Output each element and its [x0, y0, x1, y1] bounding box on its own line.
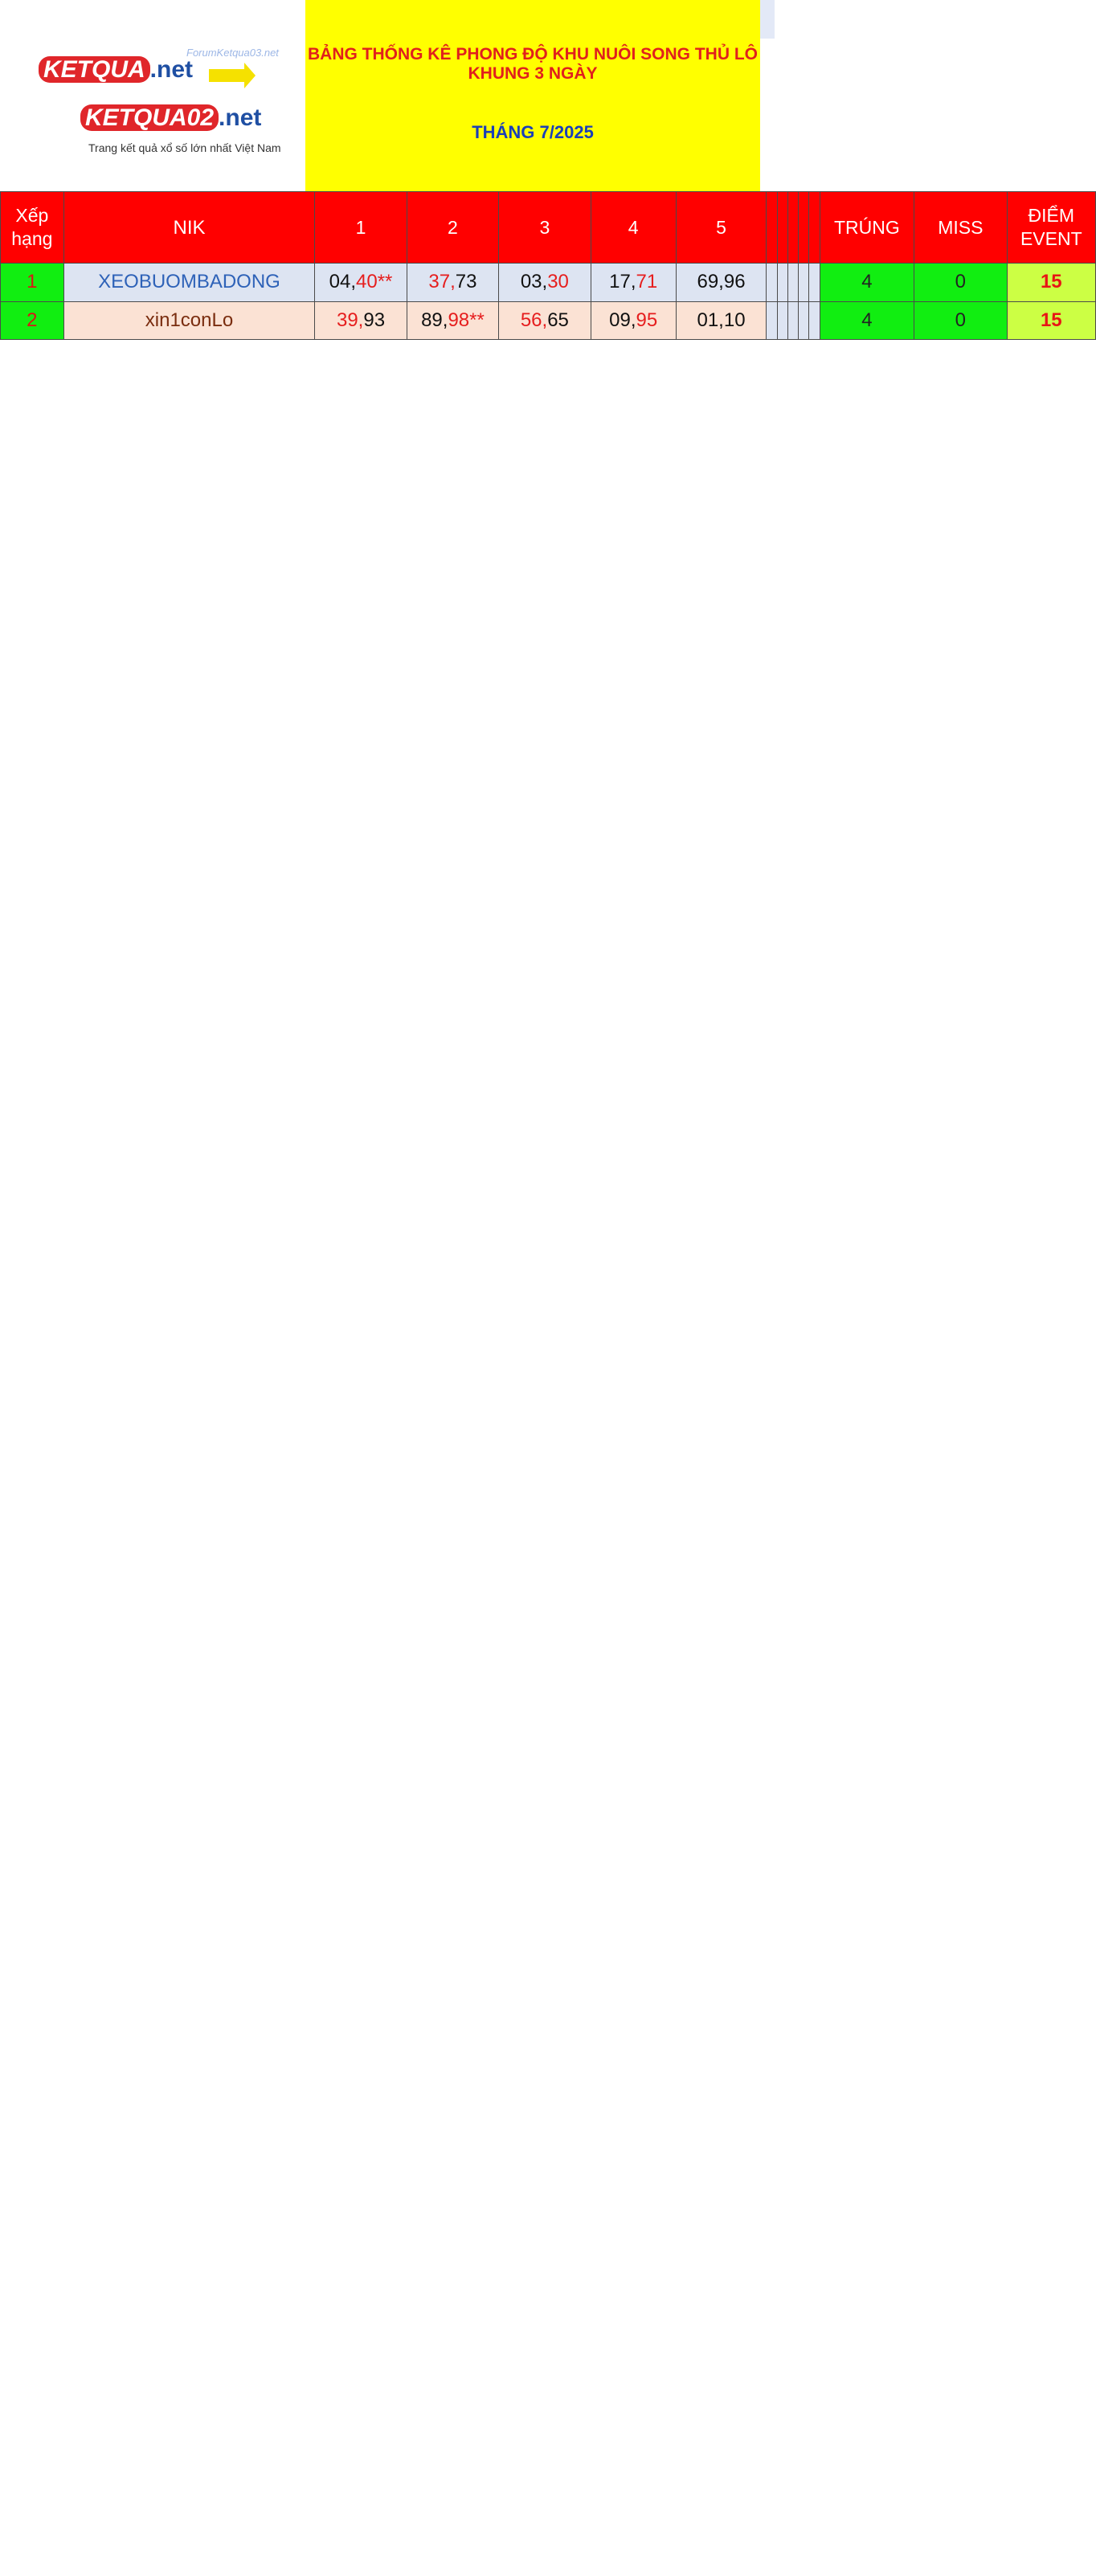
- col-hits[interactable]: TRÚNG: [820, 192, 914, 264]
- pick-number: 01,10: [697, 309, 746, 331]
- col-day-5[interactable]: 5: [676, 192, 766, 264]
- pick-number: 03,: [520, 271, 548, 293]
- miss-cell: 0: [914, 264, 1007, 302]
- spacer-cell: [799, 264, 809, 302]
- hits-cell: 4: [820, 264, 914, 302]
- spacer-cell: [767, 301, 777, 340]
- col-day-4[interactable]: 4: [591, 192, 676, 264]
- event-points-cell: 15: [1007, 301, 1095, 340]
- col-miss[interactable]: MISS: [914, 192, 1007, 264]
- pick-number: 37,: [428, 271, 456, 293]
- spacer-cell: [777, 301, 787, 340]
- miss-cell: 0: [914, 301, 1007, 340]
- col-nik[interactable]: NIK: [63, 192, 315, 264]
- pick-number: 39,: [336, 309, 364, 331]
- pick-number: 69,96: [697, 271, 746, 293]
- col-spacer: [809, 192, 820, 264]
- sheet-title: BẢNG THỐNG KÊ PHONG ĐỘ KHU NUÔI SONG THỦ LÔ KHUNG 3 NGÀY: [307, 45, 758, 83]
- day-3-cell: [499, 264, 591, 302]
- logo-slogan: Trang kết quả xổ số lớn nhất Việt Nam: [88, 141, 281, 154]
- title-box: [305, 0, 760, 191]
- day-3-cell: [499, 301, 591, 340]
- spacer-cell: [809, 264, 820, 302]
- day-1-cell: [315, 264, 407, 302]
- spacer-cell: [777, 264, 787, 302]
- forum-link[interactable]: ForumKetqua03.net: [186, 47, 279, 59]
- col-day-3[interactable]: 3: [499, 192, 591, 264]
- spacer-cell: [809, 301, 820, 340]
- pick-number: 65: [547, 309, 569, 331]
- pick-number: 09,: [609, 309, 636, 331]
- col-rank[interactable]: Xếp hạng: [1, 192, 64, 264]
- spacer-cell: [787, 301, 798, 340]
- pick-number: 73: [455, 271, 477, 293]
- pick-number: 17,: [609, 271, 636, 293]
- table-row: [1, 264, 1096, 302]
- table-body: [1, 264, 1096, 340]
- pick-number: 71: [636, 271, 658, 293]
- col-spacer: [767, 192, 777, 264]
- day-5-cell: [676, 301, 766, 340]
- brand-logo-1: KETQUA .net: [39, 56, 193, 84]
- table-row: [1, 301, 1096, 340]
- col-day-2[interactable]: 2: [407, 192, 498, 264]
- pick-number: 93: [363, 309, 386, 331]
- spacer-cell: [799, 301, 809, 340]
- arrow-right-icon: [209, 69, 244, 82]
- pick-number: 40**: [356, 271, 393, 293]
- pick-number: 95: [636, 309, 658, 331]
- hits-cell: 4: [820, 301, 914, 340]
- col-event[interactable]: ĐIỂM EVENT: [1007, 192, 1095, 264]
- pick-number: 98**: [448, 309, 485, 331]
- site-logo[interactable]: [0, 0, 305, 191]
- sheet-month: THÁNG 7/2025: [472, 122, 594, 142]
- nik-cell[interactable]: xin1conLo: [63, 301, 315, 340]
- nik-cell[interactable]: XEOBUOMBADONG: [63, 264, 315, 302]
- day-4-cell: [591, 264, 676, 302]
- brand-logo-2: KETQUA02 .net: [80, 104, 261, 132]
- day-2-cell: [407, 301, 498, 340]
- spacer-cell: [767, 264, 777, 302]
- day-5-cell: [676, 264, 766, 302]
- pick-number: 30: [547, 271, 569, 293]
- pick-number: 89,: [421, 309, 448, 331]
- day-2-cell: [407, 264, 498, 302]
- spacer-cell: [787, 264, 798, 302]
- ranking-table: [0, 191, 1096, 340]
- col-spacer: [777, 192, 787, 264]
- rank-cell: 1: [1, 264, 64, 302]
- pick-number: 04,: [329, 271, 357, 293]
- rank-cell: 2: [1, 301, 64, 340]
- event-points-cell: 15: [1007, 264, 1095, 302]
- day-1-cell: [315, 301, 407, 340]
- col-spacer: [787, 192, 798, 264]
- sheet-header: [0, 0, 1096, 191]
- col-spacer: [799, 192, 809, 264]
- col-day-1[interactable]: 1: [315, 192, 407, 264]
- day-4-cell: [591, 301, 676, 340]
- header-gap: [760, 0, 1096, 191]
- pick-number: 56,: [520, 309, 548, 331]
- table-header-row: [1, 192, 1096, 264]
- frozen-pane-bar: [760, 0, 775, 39]
